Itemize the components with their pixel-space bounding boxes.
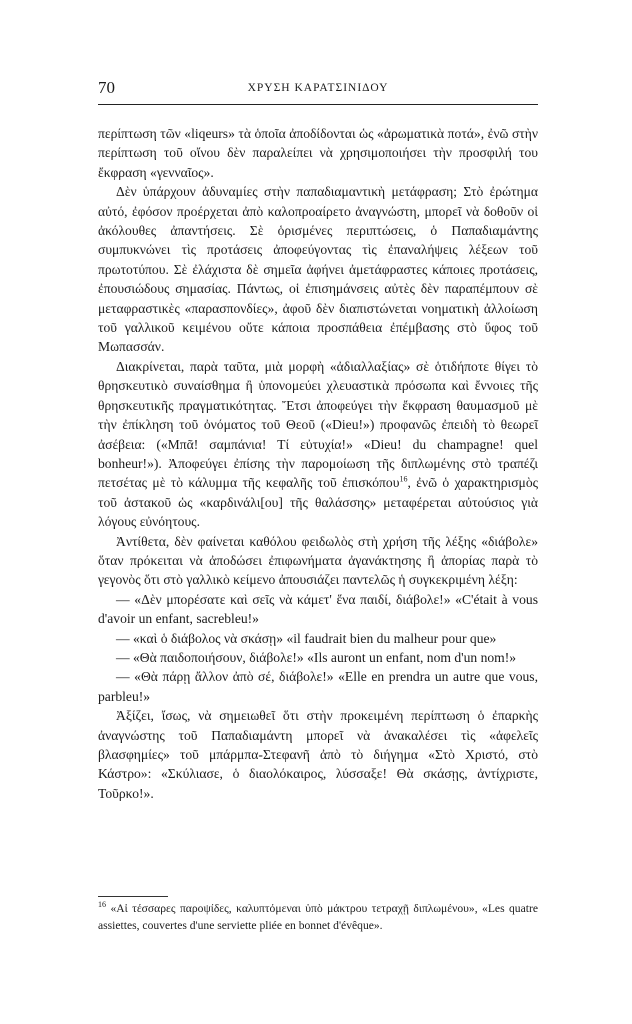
paragraph-3-part-a: Διακρίνεται, παρὰ ταῦτα, μιὰ μορφὴ «ἀδιαλλαξίας» σὲ ὁτιδήποτε θίγει τὸ θρησκευτικὸ συναίσθημα ἢ ὑπονομεύει χλευαστικὰ πρόσωπα καὶ ἔννοιες τῆς θρησκευτικῆς πραγματικότητας. Ἔτσι ἀποφεύγει τὴν ἔκφραση θαυμασμοῦ μὲ τὴν ἐπίκληση τοῦ ὀνόματος τοῦ Θεοῦ («Dieu!») προφανῶς ἐπειδὴ τὸ θεωρεῖ ἀσέβεια: («Μπᾶ! σαμπάνια! Τί εὐτυχία!» «Dieu! du champagne! quel bonheur!»). Ἀποφεύγει ἐπίσης τὴν παρομοίωση τῆς διπλωμένης στὸ τραπέζι πετσέτας μὲ τὸ κάλυμμα τῆς κεφαλῆς τοῦ ἐπισκόπου xyxy=(98,358,538,491)
body-text xyxy=(98,124,538,803)
footnote xyxy=(98,900,538,934)
footnote-text: «Αἱ τέσσαρες παροψίδες, καλυπτόμεναι ὑπὸ μάκτρου τετραχῇ διπλωμένου», «Les quatre assiettes, couvertes d'une serviette pliée en bonnet d'évêque». xyxy=(98,902,538,932)
header-rule xyxy=(98,104,538,105)
footnote-reference: 16 xyxy=(399,474,408,484)
paragraph-4: Ἀντίθετα, δὲν φαίνεται καθόλου φειδωλὸς στὴ χρήση τῆς λέξης «διάβολε» ὅταν πρόκειται νὰ ἀποδώσει ἐπιφωνήματα ἀγανάκτησης ἢ ἀπορίας παρὰ τὸ γεγονὸς ὅτι στὸ γαλλικὸ κείμενο ἀπουσιάζει παντελῶς ἡ συγκεκριμένη λέξη: xyxy=(98,533,538,588)
paragraph-3-part-b: , ἐνῶ ὁ χαρακτηρισμὸς τοῦ ἀστακοῦ ὡς «καρδινάλι[ου] τῆς θαλάσσης» μεταφέρεται αὐτούσιος γιὰ λόγους εὐνόητους. xyxy=(98,475,538,530)
running-header: ΧΡΥΣΗ ΚΑΡΑΤΣΙΝΙΔΟΥ xyxy=(247,82,389,94)
footnote-rule xyxy=(98,896,168,897)
paragraph-1: περίπτωση τῶν «liqeurs» τὰ ὁποῖα ἀποδίδονται ὡς «ἀρωματικὰ ποτά», ἐνῶ στὴν περίπτωση τοῦ οἴνου δὲν παραλείπει νὰ χρησιμοποιήσει τὴν προσφιλή του ἔκφραση «γενναῖος». xyxy=(98,126,538,180)
paragraph-2: Δὲν ὑπάρχουν ἀδυναμίες στὴν παπαδιαμαντικὴ μετάφραση; Στὸ ἐρώτημα αὐτό, ἐφόσον προέρχεται ἀπὸ καλοπροαίρετο ἀναγνώστη, μπορεῖ νὰ δοθοῦν οἱ ἀκόλουθες ἀπαντήσεις. Σὲ ὁρισμένες περιπτώσεις, ὁ Παπαδιαμάντης συμπυκνώνει τὶς προτάσεις ἀποφεύγοντας τὶς ἐπαναλήψεις λέξεων τοῦ πρωτοτύπου. Σὲ ἐλάχιστα δὲ σημεῖα ἀφήνει ἀμετάφραστες κάποιες προτάσεις, ἐπουσιώδους σημασίας. Πάντως, οἱ ἐπισημάνσεις αὐτὲς δὲν παραπέμπουν σὲ μεταφραστικὲς «παρασπονδίες», ἀφοῦ δὲν διαπιστώνεται νοηματικὴ ἀλλοίωση τοῦ γαλλικοῦ κειμένου οὔτε κάποια προσπάθεια ἐπέμβασης στὸ ὕφος τοῦ Μωπασσάν. xyxy=(98,184,538,355)
page-number: 70 xyxy=(98,78,115,97)
paragraph-5: Ἀξίζει, ἴσως, νὰ σημειωθεῖ ὅτι στὴν προκειμένη περίπτωση ὁ ἐπαρκὴς ἀναγνώστης τοῦ Παπαδιαμάντη μπορεῖ νὰ ἀνακαλέσει τὶς «ἀφελεῖς βλασφημίες» τοῦ μπάρμπα-Στεφανῆ ἀπὸ τὸ διήγημα «Στὸ Χριστό, στὸ Κάστρο»: «Σκύλιασε, ὁ διαολόκαιρος, λύσσαξε! Θὰ σκάσῃς, ἀντίχριστε, Τοῦρκο!». xyxy=(98,708,538,801)
footnote-number: 16 xyxy=(98,900,106,910)
quote-2: — «καὶ ὁ διάβολος νὰ σκάσῃ» «il faudrait bien du malheur pour que» xyxy=(116,630,497,646)
quote-1: — «Δὲν μπορέσατε καὶ σεῖς νὰ κάμετ' ἕνα παιδί, διάβολε!» «C'était à vous d'avoir un enfant, sacrebleu!» xyxy=(98,591,538,627)
quote-3: — «Θὰ παιδοποιήσουν, διάβολε!» «Ils auront un enfant, nom d'un nom!» xyxy=(116,649,517,665)
paragraph-3 xyxy=(98,357,538,532)
quote-4: — «Θὰ πάρῃ ἄλλον ἀπὸ σέ, διάβολε!» «Elle en prendra un autre que vous, parbleu!» xyxy=(98,669,538,704)
